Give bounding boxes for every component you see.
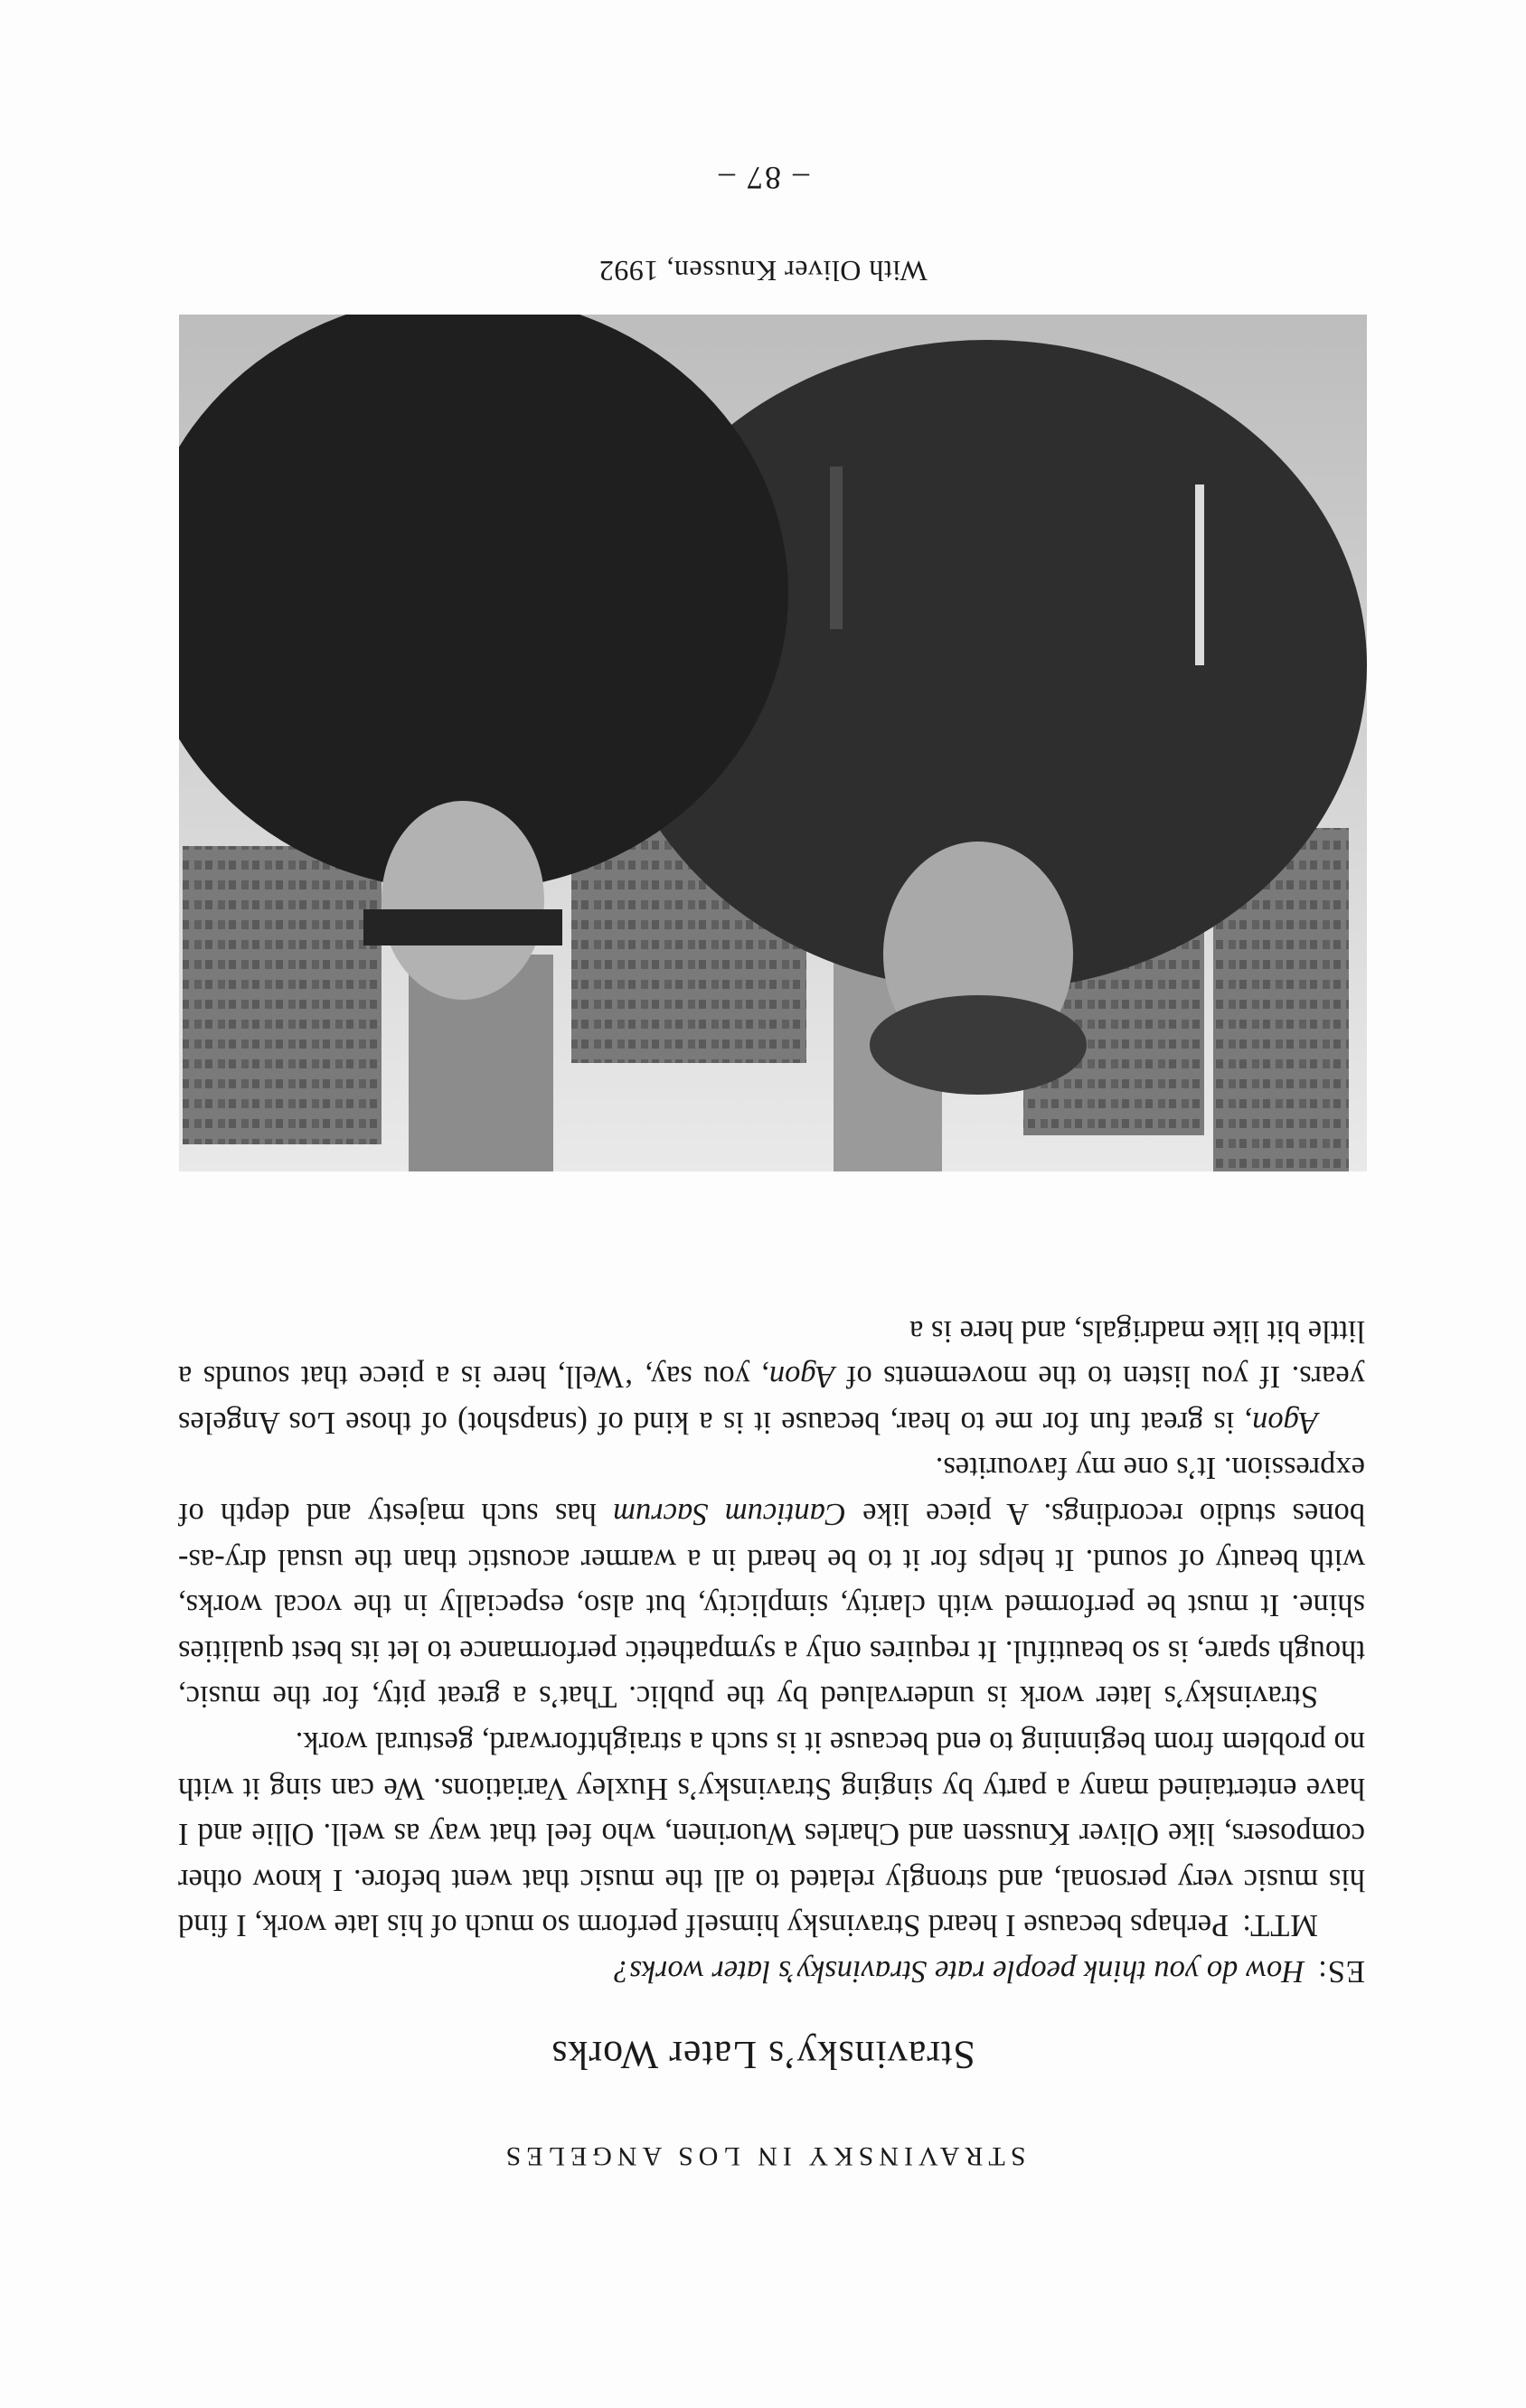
photo-two-men [179, 315, 1367, 1171]
paragraph-text: , is great fun for me to hear, because it is a kind of (snapshot) of those Los Angeles years. If you listen to the movements of [178, 1359, 1365, 1440]
speaker-mtt: MTT: [1241, 1908, 1318, 1943]
answer-paragraph [178, 1719, 1365, 1948]
speaker-es: ES: [1317, 1954, 1365, 1989]
body-text [178, 1308, 1365, 1994]
paragraph-agon [178, 1308, 1365, 1445]
photo-caption: With Oliver Knussen, 1992 [598, 255, 928, 287]
work-title: Canticum Sacrum [613, 1497, 846, 1532]
work-title: Agon [1252, 1405, 1318, 1440]
paragraph-later-work [178, 1445, 1365, 1720]
section-title: Stravinsky’s Later Works [551, 2033, 975, 2077]
answer-text: Perhaps because I heard Stravinsky himself perform so much of his late work, I find his music very personal, and strongly related to all the music that went before. I know other composers, like Oliver Knussen and Charles Wuorinen, who feel that way as well. Ollie and I have entertained many a party by singing Stravinsky’s Huxley Variations. We can sing it with no problem from beginning to end because it is such a straightforward, gestural work. [178, 1726, 1365, 1943]
work-title: Agon [768, 1359, 835, 1395]
photo-illustration [179, 315, 1367, 1171]
question-text: How do you think people rate Stravinsky’s later works? [614, 1954, 1305, 1989]
paragraph-text: Stravinsky’s later work is undervalued by the public. That’s a great pity, for the music, though spare, is so beautiful. It requires only a sympathetic performance to let its best qualities shine. It must be performed with clarity, simplicity, but also, especially in the vocal works, with beauty of sound. It helps for it to be heard in a warmer acoustic than the usual dry-as-bones studio recordings. A piece like [178, 1497, 1365, 1715]
question-paragraph [178, 1948, 1365, 1994]
paragraph-text: , you say, ‘Well, here is a piece that sounds a little bit like madrigals, and here is a [178, 1313, 1365, 1395]
paragraph-text: has such majesty and depth of expression. It’s one my favourites. [178, 1451, 1365, 1532]
page-number: – 87 – [717, 160, 809, 196]
running-head: STRAVINSKY IN LOS ANGELES [500, 2141, 1026, 2171]
